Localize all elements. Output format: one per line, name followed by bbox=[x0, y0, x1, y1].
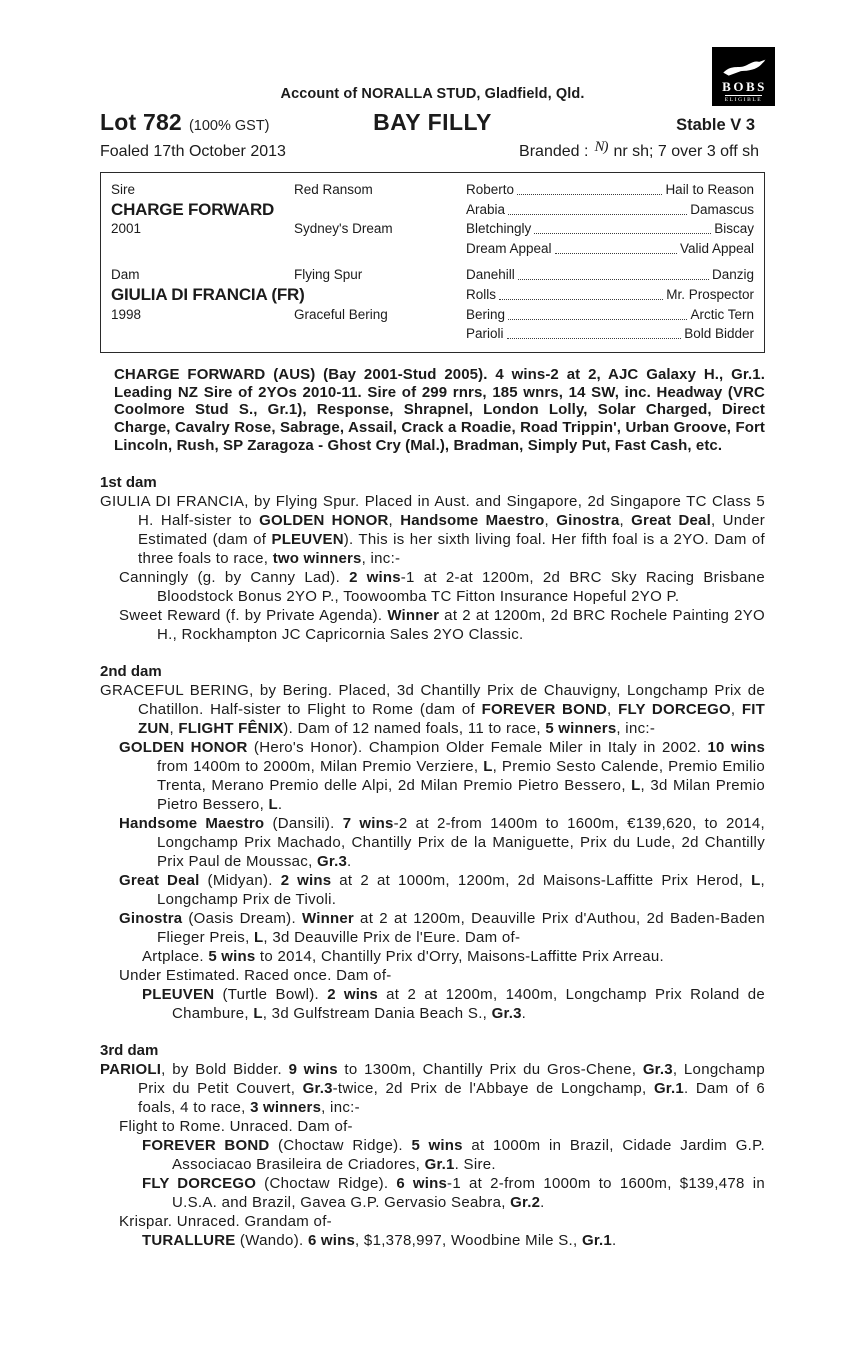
pedigree-paragraph: Great Deal (Midyan). 2 wins at 2 at 1000m, 1200m, 2d Maisons-Laffitte Prix Herod, L, Longchamp Prix de Tivoli. bbox=[119, 871, 765, 908]
dot-leader bbox=[499, 299, 663, 300]
sire-parents-column bbox=[294, 180, 466, 258]
pedigree-paragraph: Under Estimated. Raced once. Dam of- bbox=[119, 966, 392, 984]
section-heading: 1st dam bbox=[100, 473, 157, 491]
dot-leader bbox=[508, 214, 687, 215]
pedigree-paragraph: Ginostra (Oasis Dream). Winner at 2 at 1200m, Deauville Prix d'Authou, 2d Baden-Baden Flieger Preis, L, 3d Deauville Prix de l'Eure. Dam of- bbox=[119, 909, 766, 946]
pedigree-row bbox=[466, 200, 754, 220]
sire-grandparents-column bbox=[466, 180, 754, 258]
brand-mark: N) bbox=[594, 139, 608, 155]
bobs-logo-text: BOBS bbox=[722, 78, 767, 94]
dam-parents-column bbox=[294, 265, 466, 343]
brand-description: nr sh; 7 over 3 off sh bbox=[613, 143, 759, 160]
ancestor-name: Dream Appeal bbox=[466, 240, 552, 256]
dam-dam: Graceful Bering bbox=[294, 306, 388, 322]
lot-left bbox=[100, 109, 373, 136]
ancestor-name: Bletchingly bbox=[466, 221, 532, 237]
pedigree-paragraph: Handsome Maestro (Dansili). 7 wins-2 at 2-from 1400m to 1600m, €139,620, to 2014, Longchamp Prix Machado, Chantilly Prix de la Maniguette, Prix du Lude, 2d Chantilly Prix Paul de Moussac, Gr.3. bbox=[119, 814, 765, 870]
sire-name: CHARGE FORWARD bbox=[111, 199, 275, 219]
lot-number: Lot 782 bbox=[100, 109, 182, 135]
dot-leader bbox=[508, 319, 687, 320]
stable-number: Stable V 3 bbox=[676, 116, 755, 134]
bobs-eligible-text: ELIGIBLE bbox=[724, 97, 763, 103]
section-2nd-dam bbox=[100, 663, 765, 1023]
pedigree-row bbox=[466, 239, 754, 259]
horse-icon bbox=[721, 57, 767, 79]
pedigree-paragraph: GRACEFUL BERING, by Bering. Placed, 3d Chantilly Prix de Chauvigny, Longchamp Prix de Chatillon. Half-sister to Flight to Rome (dam of FOREVER BOND, FLY DORCEGO, FIT ZUN, FLIGHT FÊNIX). Dam of 12 named foals, 11 to race, 5 winners, inc:- bbox=[100, 681, 766, 737]
section-3rd-dam bbox=[100, 1042, 765, 1250]
dam-year: 1998 bbox=[111, 306, 142, 322]
pedigree-paragraph: GOLDEN HONOR (Hero's Honor). Champion Older Female Miler in Italy in 2002. 10 wins from 1400m to 2000m, Milan Premio Verziere, L, Premio Sesto Calende, Premio Emilio Trenta, Merano Premio delle Alpi, 2d Milan Premio Pietro Bessero, L, 3d Milan Premio Pietro Bessero, L. bbox=[119, 738, 766, 813]
ancestor-parent: Biscay bbox=[714, 221, 754, 237]
sire-dam: Sydney's Dream bbox=[294, 221, 393, 237]
pedigree-paragraph: FOREVER BOND (Choctaw Ridge). 5 wins at 1000m in Brazil, Cidade Jardim G.P. Associacao Brasileira de Criadores, Gr.1. Sire. bbox=[142, 1136, 765, 1173]
pedigree-paragraph: Flight to Rome. Unraced. Dam of- bbox=[119, 1117, 353, 1135]
dot-leader bbox=[507, 338, 682, 339]
ancestor-parent: Arctic Tern bbox=[690, 306, 754, 322]
foaled-date: Foaled 17th October 2013 bbox=[100, 143, 286, 160]
pedigree-paragraph: FLY DORCEGO (Choctaw Ridge). 6 wins-1 at 2-from 1000m to 1600m, $139,478 in U.S.A. and Brazil, Gavea G.P. Gervasio Seabra, Gr.2. bbox=[142, 1174, 765, 1211]
dam-sire: Flying Spur bbox=[294, 267, 363, 283]
dam-label: Dam bbox=[111, 267, 140, 283]
section-heading: 3rd dam bbox=[100, 1041, 159, 1059]
ancestor-name: Roberto bbox=[466, 182, 515, 197]
pedigree-paragraph: Krispar. Unraced. Grandam of- bbox=[119, 1212, 332, 1230]
ancestor-parent: Valid Appeal bbox=[679, 240, 754, 256]
section-heading: 2nd dam bbox=[100, 662, 162, 680]
ancestor-parent: Mr. Prospector bbox=[666, 286, 754, 302]
pedigree-paragraph: TURALLURE (Wando). 6 wins, $1,378,997, Woodbine Mile S., Gr.1. bbox=[142, 1231, 617, 1249]
dam-half bbox=[111, 265, 754, 343]
dot-leader bbox=[534, 233, 711, 234]
pedigree-paragraph: Artplace. 5 wins to 2014, Chantilly Prix d'Orry, Maisons-Laffitte Prix Arreau. bbox=[142, 947, 665, 965]
pedigree-table bbox=[100, 172, 765, 353]
ancestor-parent: Damascus bbox=[690, 201, 754, 217]
dam-name: GIULIA DI FRANCIA (FR) bbox=[111, 284, 305, 304]
sire-sire: Red Ransom bbox=[294, 182, 373, 197]
sire-column bbox=[111, 180, 294, 258]
dot-leader bbox=[517, 194, 662, 195]
branded-info bbox=[519, 139, 765, 161]
ancestor-parent: Bold Bidder bbox=[684, 326, 754, 342]
gst-note: (100% GST) bbox=[188, 118, 270, 134]
pedigree-row bbox=[466, 219, 754, 239]
ancestor-parent: Hail to Reason bbox=[665, 182, 754, 197]
horse-title: BAY FILLY bbox=[373, 109, 492, 135]
ancestor-name: Rolls bbox=[466, 286, 497, 302]
section-1st-dam bbox=[100, 474, 765, 644]
foal-line bbox=[100, 139, 765, 161]
branded-label: Branded : bbox=[519, 143, 589, 160]
ancestor-parent: Danzig bbox=[711, 267, 754, 283]
pedigree-paragraph: Sweet Reward (f. by Private Agenda). Winner at 2 at 1200m, 2d BRC Rochele Painting 2YO H., Rockhampton JC Capricornia Sales 2YO Classic. bbox=[119, 606, 765, 643]
dot-leader bbox=[555, 253, 677, 254]
pedigree-paragraph: PLEUVEN (Turtle Bowl). 2 wins at 2 at 1200m, 1400m, Longchamp Prix Roland de Chambure, L, 3d Gulfstream Dania Beach S., Gr.3. bbox=[142, 985, 765, 1022]
lot-line bbox=[100, 109, 765, 136]
sire-half bbox=[111, 180, 754, 258]
pedigree-row bbox=[466, 265, 754, 285]
pedigree-row bbox=[466, 324, 754, 344]
pedigree-row bbox=[466, 285, 754, 305]
ancestor-name: Parioli bbox=[466, 326, 504, 342]
dam-grandparents-column bbox=[466, 265, 754, 343]
sire-year: 2001 bbox=[111, 221, 142, 237]
dam-column bbox=[111, 265, 305, 343]
dot-leader bbox=[518, 279, 709, 280]
pedigree-paragraph: Canningly (g. by Canny Lad). 2 wins-1 at 2-at 1200m, 2d BRC Sky Racing Brisbane Bloodstock Bonus 2YO P., Toowoomba TC Fitton Insurance Hopeful 2YO P. bbox=[119, 568, 765, 605]
ancestor-name: Danehill bbox=[466, 267, 515, 283]
ancestor-name: Arabia bbox=[466, 201, 506, 217]
page-content bbox=[100, 86, 765, 1250]
pedigree-row bbox=[466, 180, 754, 200]
pedigree-paragraph: GIULIA DI FRANCIA, by Flying Spur. Placed in Aust. and Singapore, 2d Singapore TC Class 5 H. Half-sister to GOLDEN HONOR, Handsome Maestro, Ginostra, Great Deal, Under Estimated (dam of PLEUVEN). This is her sixth living foal. Her fifth foal is a 2YO. Dam of three foals to race, two winners, inc:- bbox=[100, 492, 766, 567]
sire-race-record: CHARGE FORWARD (AUS) (Bay 2001-Stud 2005). 4 wins-2 at 2, AJC Galaxy H., Gr.1. Leading NZ Sire of 2YOs 2010-11. Sire of 299 rnrs, 185 wnrs, 14 SW, inc. Headway (VRC Coolmore Stud S., Gr.1), Response, Shrapnel, London Lolly, Solar Charged, Direct Charge, Cavalry Rose, Sabrage, Assail, Crack a Roadie, Road Trippin', Urban Groove, Fort Lincoln, Rush, SP Zaragoza - Ghost Cry (Mal.), Bradman, Simply Put, Fast Cash, etc. bbox=[114, 365, 765, 454]
pedigree-paragraph: PARIOLI, by Bold Bidder. 9 wins to 1300m, Chantilly Prix du Gros-Chene, Gr.3, Longchamp Prix du Petit Couvert, Gr.3-twice, 2d Prix de l'Abbaye de Longchamp, Gr.1. Dam of 6 foals, 4 to race, 3 winners, inc:- bbox=[100, 1060, 765, 1116]
ancestor-name: Bering bbox=[466, 306, 506, 322]
pedigree-row bbox=[466, 305, 754, 325]
sire-label: Sire bbox=[111, 182, 136, 197]
account-line: Account of NORALLA STUD, Gladfield, Qld. bbox=[280, 86, 585, 102]
